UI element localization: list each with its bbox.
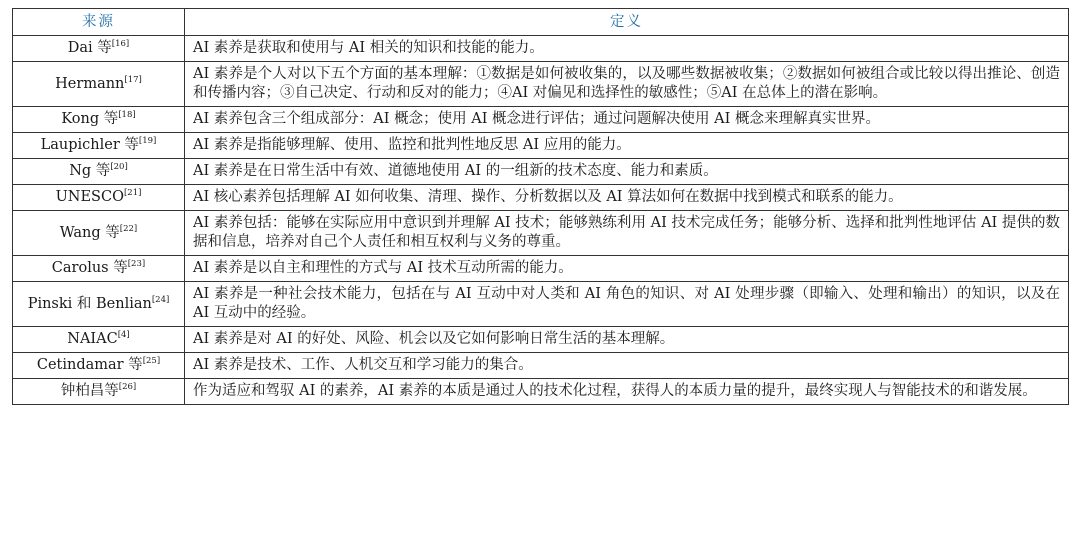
header-source: 来源 [13,9,185,36]
definition-cell: AI 素养是技术、工作、人机交互和学习能力的集合。 [185,353,1069,379]
table-row [13,327,1069,353]
citation-ref: [21] [123,188,142,198]
table-row [13,211,1069,256]
table-row [13,36,1069,62]
source-cell [13,211,185,256]
citation-ref: [19] [138,136,157,146]
definition-cell: AI 素养包括：能够在实际应用中意识到并理解 AI 技术；能够熟练利用 AI 技术完成任务；能够分析、选择和批判性地评估 AI 提供的数据和信息，培养对自己个人责任和相互权利与义务的尊重。 [185,211,1069,256]
header-definition: 定义 [185,9,1069,36]
source-cell [13,159,185,185]
definition-cell: AI 素养是对 AI 的好处、风险、机会以及它如何影响日常生活的基本理解。 [185,327,1069,353]
citation-ref: [20] [110,162,128,172]
citation-ref: [25] [142,356,161,366]
ai-literacy-definitions-table [12,8,1069,405]
citation-ref: [16] [111,39,130,49]
source-cell [13,36,185,62]
source-cell [13,379,185,405]
table-header-row [13,9,1069,36]
source-cell [13,62,185,107]
table-row [13,133,1069,159]
source-name: NAIAC [67,331,118,347]
source-name: Carolus 等 [51,260,128,276]
source-name: Wang 等 [59,224,120,241]
source-name: Pinski 和 Benlian [27,295,152,312]
definition-cell: AI 素养是个人对以下五个方面的基本理解：①数据是如何被收集的，以及哪些数据被收集；②数据如何被组合或比较以得出推论、创造和传播内容；③自己决定、行动和反对的能力；④AI 对偏见和选择性的敏感性；⑤AI 在总体上的潜在影响。 [185,62,1069,107]
definition-cell: AI 素养是在日常生活中有效、道德地使用 AI 的一组新的技术态度、能力和素质。 [185,159,1069,185]
table-row [13,282,1069,327]
citation-ref: [23] [127,259,146,269]
citation-ref: [22] [119,223,138,234]
source-cell [13,256,185,282]
table-row [13,62,1069,107]
source-name: Ng 等 [69,163,111,179]
definition-cell: AI 素养是以自主和理性的方式与 AI 技术互动所需的能力。 [185,256,1069,282]
source-cell [13,185,185,211]
source-name: 钟柏昌等 [60,383,119,399]
citation-ref: [17] [124,74,142,85]
source-cell [13,133,185,159]
definition-cell: 作为适应和驾驭 AI 的素养，AI 素养的本质是通过人的技术化过程，获得人的本质力量的提升，最终实现人与智能技术的和谐发展。 [185,379,1069,405]
definition-cell: AI 素养包含三个组成部分：AI 概念；使用 AI 概念进行评估；通过问题解决使用 AI 概念来理解真实世界。 [185,107,1069,133]
table-row [13,159,1069,185]
source-cell [13,107,185,133]
citation-ref: [18] [118,110,136,120]
citation-ref: [26] [118,382,137,392]
source-name: Laupichler 等 [40,137,139,153]
table-body [13,36,1069,405]
source-cell [13,353,185,379]
source-cell [13,282,185,327]
definition-cell: AI 素养是获取和使用与 AI 相关的知识和技能的能力。 [185,36,1069,62]
source-name: Kong 等 [61,111,119,127]
citation-ref: [24] [151,294,170,305]
source-name: Cetindamar 等 [36,357,143,373]
definition-cell: AI 核心素养包括理解 AI 如何收集、清理、操作、分析数据以及 AI 算法如何在数据中找到模式和联系的能力。 [185,185,1069,211]
citation-ref: [4] [117,330,130,340]
source-cell [13,327,185,353]
table-row [13,353,1069,379]
table-row [13,185,1069,211]
source-name: Hermann [55,75,125,92]
source-name: UNESCO [55,189,124,205]
definition-cell: AI 素养是指能够理解、使用、监控和批判性地反思 AI 应用的能力。 [185,133,1069,159]
source-name: Dai 等 [67,40,112,56]
table-row [13,256,1069,282]
definition-cell: AI 素养是一种社会技术能力，包括在与 AI 互动中对人类和 AI 角色的知识、对 AI 处理步骤（即输入、处理和输出）的知识，以及在 AI 互动中的经验。 [185,282,1069,327]
table-row [13,379,1069,405]
table-row [13,107,1069,133]
